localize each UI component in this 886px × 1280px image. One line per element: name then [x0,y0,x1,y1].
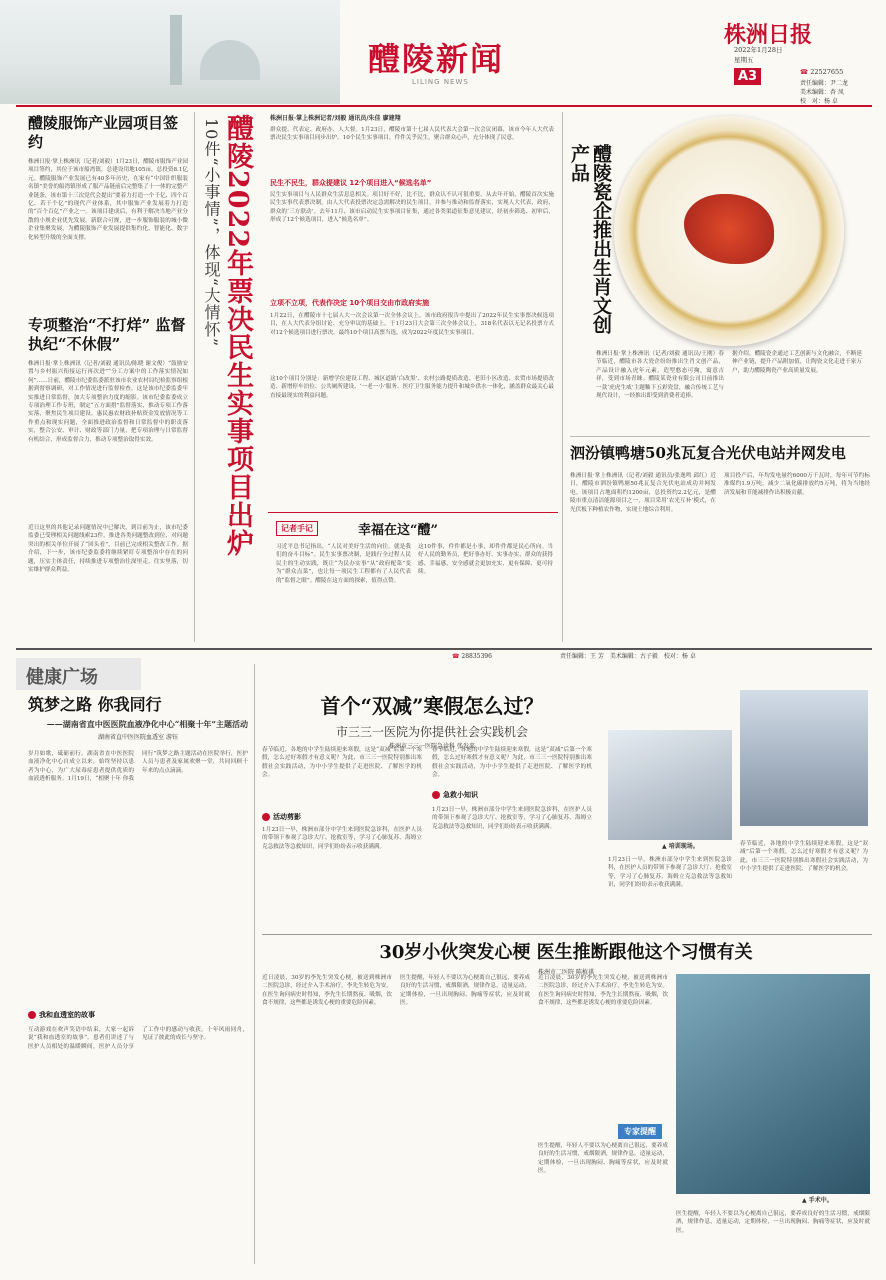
essay-box [268,512,558,642]
col3-body: 近日凌晨，30岁的李先生突发心梗，被送到株洲市二医院急诊，经过介入手术治疗，李先生转危为安。在医生询问病史时得知，李先生长期熬夜、吸烟，饮食不规律，这些都是诱发心梗的重要危险因素。 [262,975,392,1007]
tiger-plate-photo [614,116,844,346]
hotline: ☎ 22527655 [800,68,844,76]
training-photo-2 [740,690,868,826]
col2-subtitle: 市三三一医院为你提供社会实践机会 [335,725,528,739]
lead-body: 1月22日，在醴陵市十七届人大一次会议第一次全体会议上，该市政府报告中提出了2022年民生实事票决候选项目，在人大代表分组讨论、充分审议的基础上，于1月23日大会第三次全体会议上，318名代表以无记名投票方式对12个候选项目进行票决，最终10个项目高票当选，成为2022年度民生实事项目。 [270,313,554,336]
issue-weekday: 星期五 [734,56,754,64]
health-section-title: 健康广场 [16,658,141,690]
phone-icon: ☎ [800,68,809,76]
col2-tag: 活动剪影 [262,812,301,822]
lead-kicker: 10件“小事情”，体现“大情怀” [202,118,221,348]
lead-body-area-2 [270,298,554,528]
essay-body: 习近平总书记指出，“人民对美好生活的向往，就是我们的奋斗目标”。民生实事票决制，是践行全过程人民民主的生动实践，既让“为民办实事”从“政府配菜”变为“群众点菜”，也让每一项民生工程都有了人民代表的“监督之眼”。醴陵在这方面的探索，值得点赞。 [276,544,411,584]
right-story-body: 项目投产后，年均发电量约6000万千瓦时，每年可节约标准煤约1.9万吨，减少二氧化碳排放约5万吨，将为当地经济发展和节能减排作出积极贡献。 [724,473,870,496]
col2-body: 1月23日一早，株洲市部分中学生来到医院急诊科，在医护人员的带领下参观了急诊大厅、抢救室等，学习了心肺复苏、海姆立克急救法等急救知识，同学们纷纷表示收获满满。 [262,827,422,850]
right-rule [570,436,870,437]
page-number: A3 [734,68,761,85]
section-rule [262,934,872,935]
right-story-body: 株洲日报·掌上株洲讯（记者/刘毅 通讯员/张逸鸣 邱红）近日，醴陵市泗汾镇鸭塘50兆瓦复合光伏电站成功并网发电。该项目占地面积约1200亩，总投资约2.2亿元，是醴陵市重点清洁能源项目之一，项目采用‘农光互补’模式，在光伏板下种植农作物，实现土地综合利用。 [570,473,716,513]
col3-body: 医生提醒，年轻人不要以为心梗离自己很远，要养成良好的生活习惯，戒烟限酒，规律作息，适量运动，定期体检，一旦出现胸闷、胸痛等症状，应及时就医。 [676,1211,870,1234]
column-divider [562,112,563,642]
lead-body: 民生实事项目与人民群众生活息息相关。项目好不好，比不比，群众认不认可很重要。从去年开始，醴陵首次实施民生实事代表票决制，由人大代表投票决定急需解决的民生项目，并参与推动和监督落实，实现人大代表、政府、群众的‘三方联动’。去年11月，该市启动民生实事项目征集，通过各类渠道征集意见建议，经初步筛选、初审后，形成了12个候选项目，进入“候选名单”。 [270,192,554,224]
column-divider [254,664,255,1264]
editor-line: 责任编辑：尹二龙 [800,80,849,87]
col2-tag: 急救小知识 [432,790,478,800]
lead-headline: 醴陵2022年票决民生实事项目出炉 [222,114,253,558]
surgery-photo [676,974,870,1194]
col1-subtitle: ——湖南省直中医医院血液净化中心“相聚十年”主题活动 [46,719,248,729]
col3-byline: 株洲市二医院 陈植祺 [538,969,594,976]
story-title: 醴陵服饰产业园项目签约 [28,114,179,151]
essay-tag: 记者手记 [276,521,318,536]
health-col3 [262,938,870,1268]
bullet-icon [28,1011,36,1019]
col2-body: 春节临近，各地的中学生陆续迎来寒假，这是“双减”后第一个寒假，怎么过好寒假才有意义呢？为此，市三三一医院特别推出寒假社会实践活动，为中小学生提供了走进医院、了解医学的机会。 [262,747,422,779]
col2-title: 首个“双减”寒假怎么过？ [320,694,544,718]
right-story-title-2: 泗汾镇鸭塘50兆瓦复合光伏电站并网发电 [570,444,846,462]
col2-body: 1月23日一早，株洲市部分中学生来到医院急诊科，在医护人员的带领下参观了急诊大厅、抢救室等，学习了心肺复苏、海姆立克急救法等急救知识，同学们纷纷表示收获满满。 [432,807,592,830]
proof-line: 校 对：杨 卓 [800,98,838,105]
col1-title: 筑梦之路 你我同行 [28,695,162,714]
paper-name: 株洲日报 [724,22,813,48]
col1-body: 互动游戏在欢声笑语中结束，大家一起诉说“我和血透室的故事”。患者们讲述了与医护人员相处的温暖瞬间，医护人员分享了工作中的感动与收获。十年风雨同舟，见证了彼此的成长与坚守。 [28,1027,248,1050]
lead-subhead: 民生不民生，群众提建议 12个项目进入“候选名单” [270,179,432,187]
lead-subhead: 立项不立项，代表作决定 10个项目交由市政府实施 [270,299,430,307]
column-divider [194,112,195,642]
col3-body: 医生提醒，年轻人不要以为心梗离自己很远，要养成良好的生活习惯，戒烟限酒，规律作息，适量运动，定期体检，一旦出现胸闷、胸痛等症状，应及时就医。 [400,975,530,1007]
issue-date: 2022年1月28日 [734,46,783,54]
right-story-body: 株洲日报·掌上株洲讯（记者/刘毅 通讯员/王刚）春节临近，醴陵市各大瓷企纷纷推出生肖文创产品，产品设计融入虎年元素，造型憨态可掬，寓意吉祥，受到市场青睐。醴陵某瓷业有限公司日前推出一款‘虎虎生威’主题釉下五彩瓷盘，融合传统工艺与现代设计，一经推出即受到消费者追捧。 [596,351,724,400]
training-photo [608,730,732,840]
col3-body: 近日凌晨，30岁的李先生突发心梗，被送到株洲市二医院急诊，经过介入手术治疗，李先生转危为安。在医生询问病史时得知，李先生长期熬夜、吸烟，饮食不规律，这些都是诱发心梗的重要危险因素。 [538,975,668,1007]
col2-body: 春节临近，各地的中学生陆续迎来寒假，这是“双减”后第一个寒假，怎么过好寒假才有意义呢？为此，市三三一医院特别推出寒假社会实践活动，为中小学生提供了走进医院、了解医学的机会。 [740,841,868,873]
bullet-icon [262,813,270,821]
story-body: 株洲日报·掌上株洲讯（记者/刘毅 通讯员/陈晓 谢文俊）“鼓励安置与乡村振兴衔接运行再次进”“分工方案中的工作落实情况如何”……日前，醴陵市纪委监委派驻该市农业农村局纪检监察组根据到督察调研，对工作情况进行监督检查。这是该市纪委监委牢实推进日常监督，加大专项整治力度的缩影。该市纪委监委成立专项治理工作专班，制定“五方面措”监督落实，推动专项工作落实落，聚焦民生项目建设、惠民惠农财政补贴资金发放情况等工作重点和现实问题，全面推进政治监督和日常监督中的职责落实，整合公安、审计、财政等部门力量，把专项治理与日常监督有机结合，形成监督合力，推动专项整治取得实效。 [28,361,188,443]
masthead-rule [16,105,872,107]
health-col1 [28,692,248,1272]
col2-body: 春节临近，各地的中学生陆续迎来寒假，这是“双减”后第一个寒假，怎么过好寒假才有意义呢？为此，市三三一医院特别推出寒假社会实践活动，为中小学生提供了走进医院、了解医学的机会。 [432,747,592,779]
masthead [0,0,886,104]
photo-caption: ▲ 手术中。 [802,1197,833,1204]
designer-line: 美术编辑：杏 凤 [800,89,844,96]
section-title: 醴陵新闻 [368,40,505,78]
page-divider [16,648,872,650]
essay-body: 这10件事，件件都是小事，却件件都是民心所向。当好人民的勤务员，把好事办好、实事办实，群众的获得感、幸福感、安全感就会更加充实、更有保障、更可持续。 [418,544,553,576]
section-subtitle: LILING NEWS [412,78,469,86]
tiger-icon [684,194,774,264]
right-story-title: 醴陵瓷企推出生肖文创产品 [568,144,612,334]
left-column [28,108,188,648]
col3-title: 30岁小伙突发心梗 医生推断跟他这个习惯有关 [379,942,753,963]
col3-tag: 专家提醒 [618,1124,662,1139]
essay-title: 幸福在这“醴” [358,523,438,538]
lead-intro: 群众提、代表定、政府办、人大督。1月23日，醴陵市第十七届人民代表大会第一次会议闭幕，该市今年人大代表票决民生实事项目同步出炉。10个民生实事项目，件件关乎民生，聚合群众心声，充分体现了民意。 [270,127,554,142]
skyline-tower [170,15,182,85]
story-title: 专项整治“不打烊” 监督执纪“不休假” [28,316,186,353]
col1-body: 岁月如歌，砥砺前行。湖南省直中医医院血液净化中心自成立以来，始终坚持以患者为中心，为广大尿毒症患者提供优质的血液透析服务。1月19日，“相聚十年 你我同行”筑梦之路主题活动在医院举行，医护人员与患者及家属欢聚一堂，共同回顾十年来的点点滴滴。 [28,751,248,783]
health-col2 [262,690,870,930]
strip-left-label: ☎ 28835396 [452,653,492,660]
lead-byline: 株洲日报·掌上株洲记者/刘毅 通讯员/朱佳 廖建翔 [270,115,401,122]
col2-byline: 株洲市三三一医院急诊科 张发来 [389,743,475,750]
col2-body: 1月23日一早，株洲市部分中学生来到医院急诊科，在医护人员的带领下参观了急诊大厅、抢救室等，学习了心肺复苏、海姆立克急救法等急救知识，同学们纷纷表示收获满满。 [608,857,732,889]
lead-body-area [270,114,554,244]
strip-right-label: 责任编辑：王 芳 美术编辑：古子毅 校对：杨 卓 [560,653,696,660]
lead-body: 这10个项目分别是：新增学位建设工程、城区道路‘白改黑’、农村公路提质改造、老旧小区改造、农贸市场提质改造、新增停车泊位、公共厕所建设、‘一老一小’服务、医疗卫生服务能力提升和城乡供水一体化，涵盖群众最关心最直接最现实的利益问题。 [270,376,554,399]
bullet-icon [432,791,440,799]
phone-icon: ☎ [452,653,460,660]
col1-byline: 湖南省直中医医院血透室 游钰 [98,734,178,741]
right-story-body: 据介绍，醴陵瓷企通过工艺创新与文化融合，不断延伸产业链，提升产品附加值，让陶瓷文化走进千家万户，助力醴陵陶瓷产业高质量发展。 [732,351,862,374]
story-body: 近日这里的其他记录问题情况中已解决。到目前为止，该市纪委监委已受理相关问题线索23件，推进各类问题整改到位，对问题突出的相关单位开展了“回头看”，目前已完成相关整改工作。据介绍，下一步，该市纪委监委将继续紧盯专项整治中存在的问题，压实主体责任，持续推进专项整治往深里走、往实里落，切实维护群众利益。 [28,525,188,574]
photo-caption: ▲ 培训现场。 [662,843,699,850]
col1-side-tag: 我和血透室的故事 [28,1010,248,1020]
col3-body: 医生提醒，年轻人不要以为心梗离自己很远，要养成良好的生活习惯，戒烟限酒，规律作息，适量运动，定期体检，一旦出现胸闷、胸痛等症状，应及时就医。 [538,1143,668,1175]
story-body: 株洲日报·掌上株洲讯（记者/刘毅）1月23日，醴陵市服饰产业园项目签约，其位于该市船湾镇，总建设用地105亩，总投资8.1亿元。醴陵服饰产业发展已有40多年历史，在家有“中国针织服装名镇”美誉的船湾镇形成了服产品链前后完整集了十一体的完整产业链条，该市第十三次党代会提出“要着力打造一个千亿、四个百亿、若干个亿”的现代产业体系，其中服饰产业发展着力打造的“百个百亿”产业之一。该项目建成后，有利于解决当地产业分散的小规企业优先发展，新联合可规，进一步服饰服装的城小微企业集聚发展，为醴陵服饰产业发展提供集约化、智能化、数字化转型升级的全面支撑。 [28,159,188,241]
